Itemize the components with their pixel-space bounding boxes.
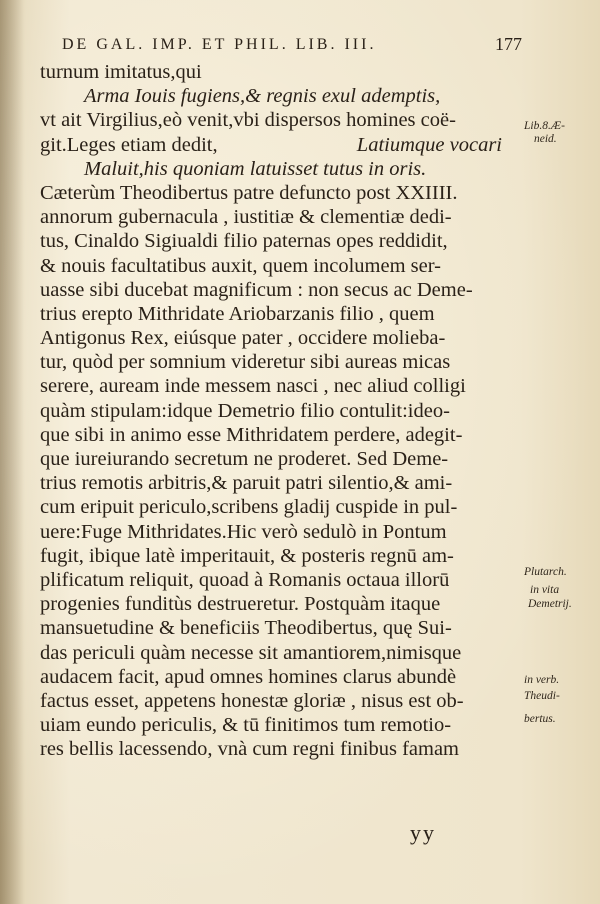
verse-line: Arma Iouis fugiens,& regnis exul ademptis, bbox=[84, 85, 441, 108]
running-head: DE GAL. IMP. ET PHIL. LIB. III. bbox=[62, 36, 377, 53]
text-line: fugit, ibique latè imperitauit, & posteris regnū am- bbox=[40, 544, 454, 567]
text-line: trius erepto Mithridate Ariobarzanis filio , quem bbox=[40, 302, 435, 325]
margin-note: Theudi- bbox=[524, 690, 560, 702]
text-line: factus esset, appetens honestæ gloriæ , nisus est ob- bbox=[40, 689, 464, 712]
text-line: annorum gubernacula , iustitiæ & clementiæ dedi- bbox=[40, 206, 452, 229]
text-line: Antigonus Rex, eiúsque pater , occidere molieba- bbox=[40, 327, 446, 350]
text-line: tur, quòd per somnium videretur sibi aureas micas bbox=[40, 351, 451, 374]
verse-line: Maluit,his quoniam latuisset tutus in oris. bbox=[84, 157, 427, 180]
margin-notes bbox=[524, 0, 600, 904]
gutter-shadow bbox=[0, 0, 24, 904]
margin-note: neid. bbox=[534, 133, 557, 145]
text-line-part: git.Leges etiam dedit, bbox=[40, 133, 218, 156]
main-text bbox=[40, 60, 520, 761]
text-line: trius remotis arbitris,& paruit patri silentio,& ami- bbox=[40, 472, 453, 495]
margin-note: Demetrij. bbox=[528, 598, 572, 610]
page-header bbox=[62, 30, 522, 60]
signature-mark: yy bbox=[410, 820, 436, 845]
text-line: serere, auream inde messem nasci , nec aliud colligi bbox=[40, 375, 466, 398]
text-line: que sibi in animo esse Mithridatem perdere, adegit- bbox=[40, 423, 463, 446]
margin-note: Lib.8.Æ- bbox=[524, 120, 565, 132]
margin-note: in vita bbox=[530, 584, 560, 596]
text-line: mansuetudine & beneficiis Theodibertus, quę Sui- bbox=[40, 617, 452, 640]
text-line: Cæterùm Theodibertus patre defuncto post XXIIII. bbox=[40, 181, 458, 204]
text-line: turnum imitatus,qui bbox=[40, 61, 202, 83]
text-line: tus, Cinaldo Sigiualdi filio paternas opes reddidit, bbox=[40, 230, 448, 253]
text-line: uiam eundo periculis, & tū finitimos tum remotio- bbox=[40, 714, 452, 737]
text-line: uasse sibi ducebat magnificum : non secus ac Deme- bbox=[40, 278, 473, 301]
margin-note: Plutarch. bbox=[524, 566, 567, 578]
text-line: que iureiurando secretum ne proderet. Sed Deme- bbox=[40, 448, 449, 470]
verse-fragment: Latiumque vocari bbox=[356, 133, 502, 156]
text-line: cum eripuit periculo,scribens gladij cuspide in pul- bbox=[40, 496, 458, 519]
margin-note: in verb. bbox=[524, 674, 560, 686]
text-line-split bbox=[40, 133, 520, 157]
text-line: res bellis lacessendo, vnà cum regni finibus famam bbox=[40, 738, 459, 761]
text-line: audacem facit, apud omnes homines clarus abundè bbox=[40, 665, 457, 688]
text-line: das periculi quàm necesse sit amantiorem,nimisque bbox=[40, 641, 462, 664]
text-line: vt ait Virgilius,eò venit,vbi dispersos homines coë- bbox=[40, 109, 456, 132]
text-line: uere:Fuge Mithridates.Hic verò sedulò in Pontum bbox=[40, 520, 447, 543]
text-line: & nouis facultatibus auxit, quem incolumem ser- bbox=[40, 254, 441, 277]
text-line: plificatum reliquit, quoad à Romanis octaua illorū bbox=[40, 568, 450, 591]
text-line: progenies funditùs destrueretur. Postquàm itaque bbox=[40, 593, 441, 616]
page-number: 177 bbox=[495, 34, 522, 54]
text-line: quàm stipulam:idque Demetrio filio contulit:ideo- bbox=[40, 399, 450, 422]
margin-note: bertus. bbox=[524, 713, 556, 725]
